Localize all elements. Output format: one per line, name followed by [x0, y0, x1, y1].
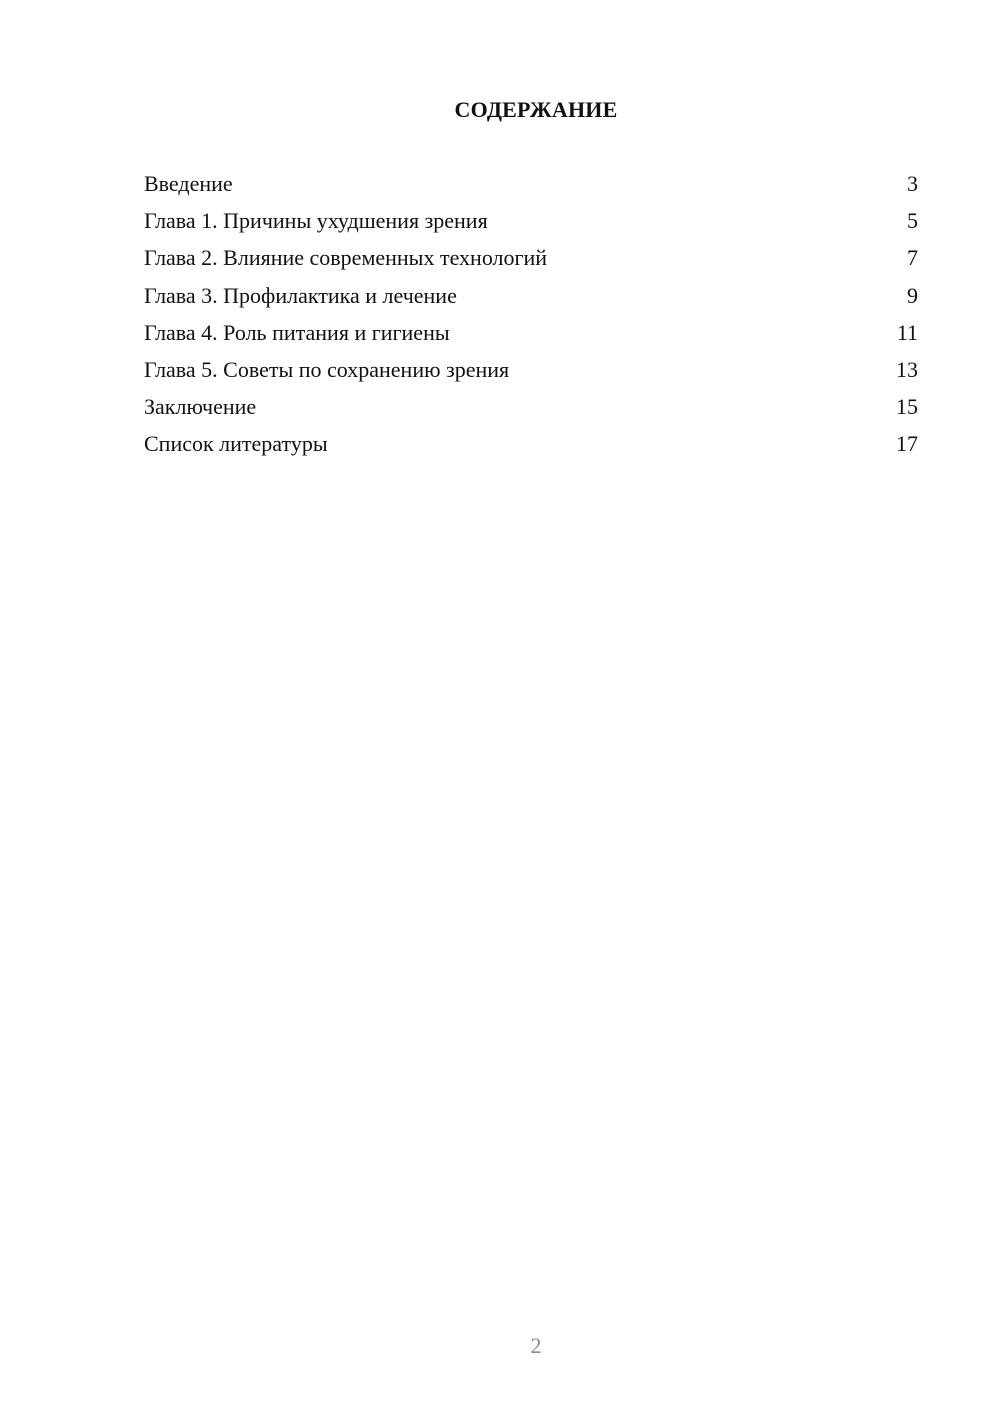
- toc-entry-chapter-3: [144, 280, 918, 317]
- toc-entry-label: Глава 5. Советы по сохранению зрения: [144, 356, 510, 382]
- toc-entry-label: Введение: [144, 171, 233, 196]
- toc-entry-page: 9: [907, 282, 918, 308]
- page-number: 2: [530, 1333, 542, 1358]
- toc-entry-page: 5: [907, 208, 918, 234]
- toc-entry-label: Заключение: [144, 394, 257, 420]
- toc-title: СОДЕРЖАНИЕ: [454, 97, 618, 122]
- toc-entry-conclusion: [144, 391, 918, 428]
- toc-entry-page: 3: [907, 171, 918, 196]
- toc-entry-chapter-2: [144, 242, 918, 279]
- toc-entry-page: 17: [896, 431, 918, 457]
- toc-entry-label: Глава 3. Профилактика и лечение: [144, 282, 457, 308]
- toc-entry-label: Глава 4. Роль питания и гигиены: [144, 319, 450, 345]
- toc-entry-references: [144, 428, 918, 465]
- toc-entry-introduction: [144, 168, 918, 205]
- toc-entry-page: 7: [907, 245, 918, 271]
- toc-entry-label: Глава 1. Причины ухудшения зрения: [144, 208, 488, 234]
- toc-entry-page: 11: [896, 319, 918, 345]
- table-of-contents: [144, 168, 918, 466]
- toc-entry-label: Список литературы: [144, 431, 328, 457]
- toc-entry-label: Глава 2. Влияние современных технологий: [144, 245, 548, 271]
- toc-entry-page: 13: [896, 356, 918, 382]
- toc-entry-chapter-4: [144, 317, 918, 354]
- toc-entry-page: 15: [896, 394, 918, 420]
- toc-entry-chapter-1: [144, 205, 918, 242]
- toc-entry-chapter-5: [144, 354, 918, 391]
